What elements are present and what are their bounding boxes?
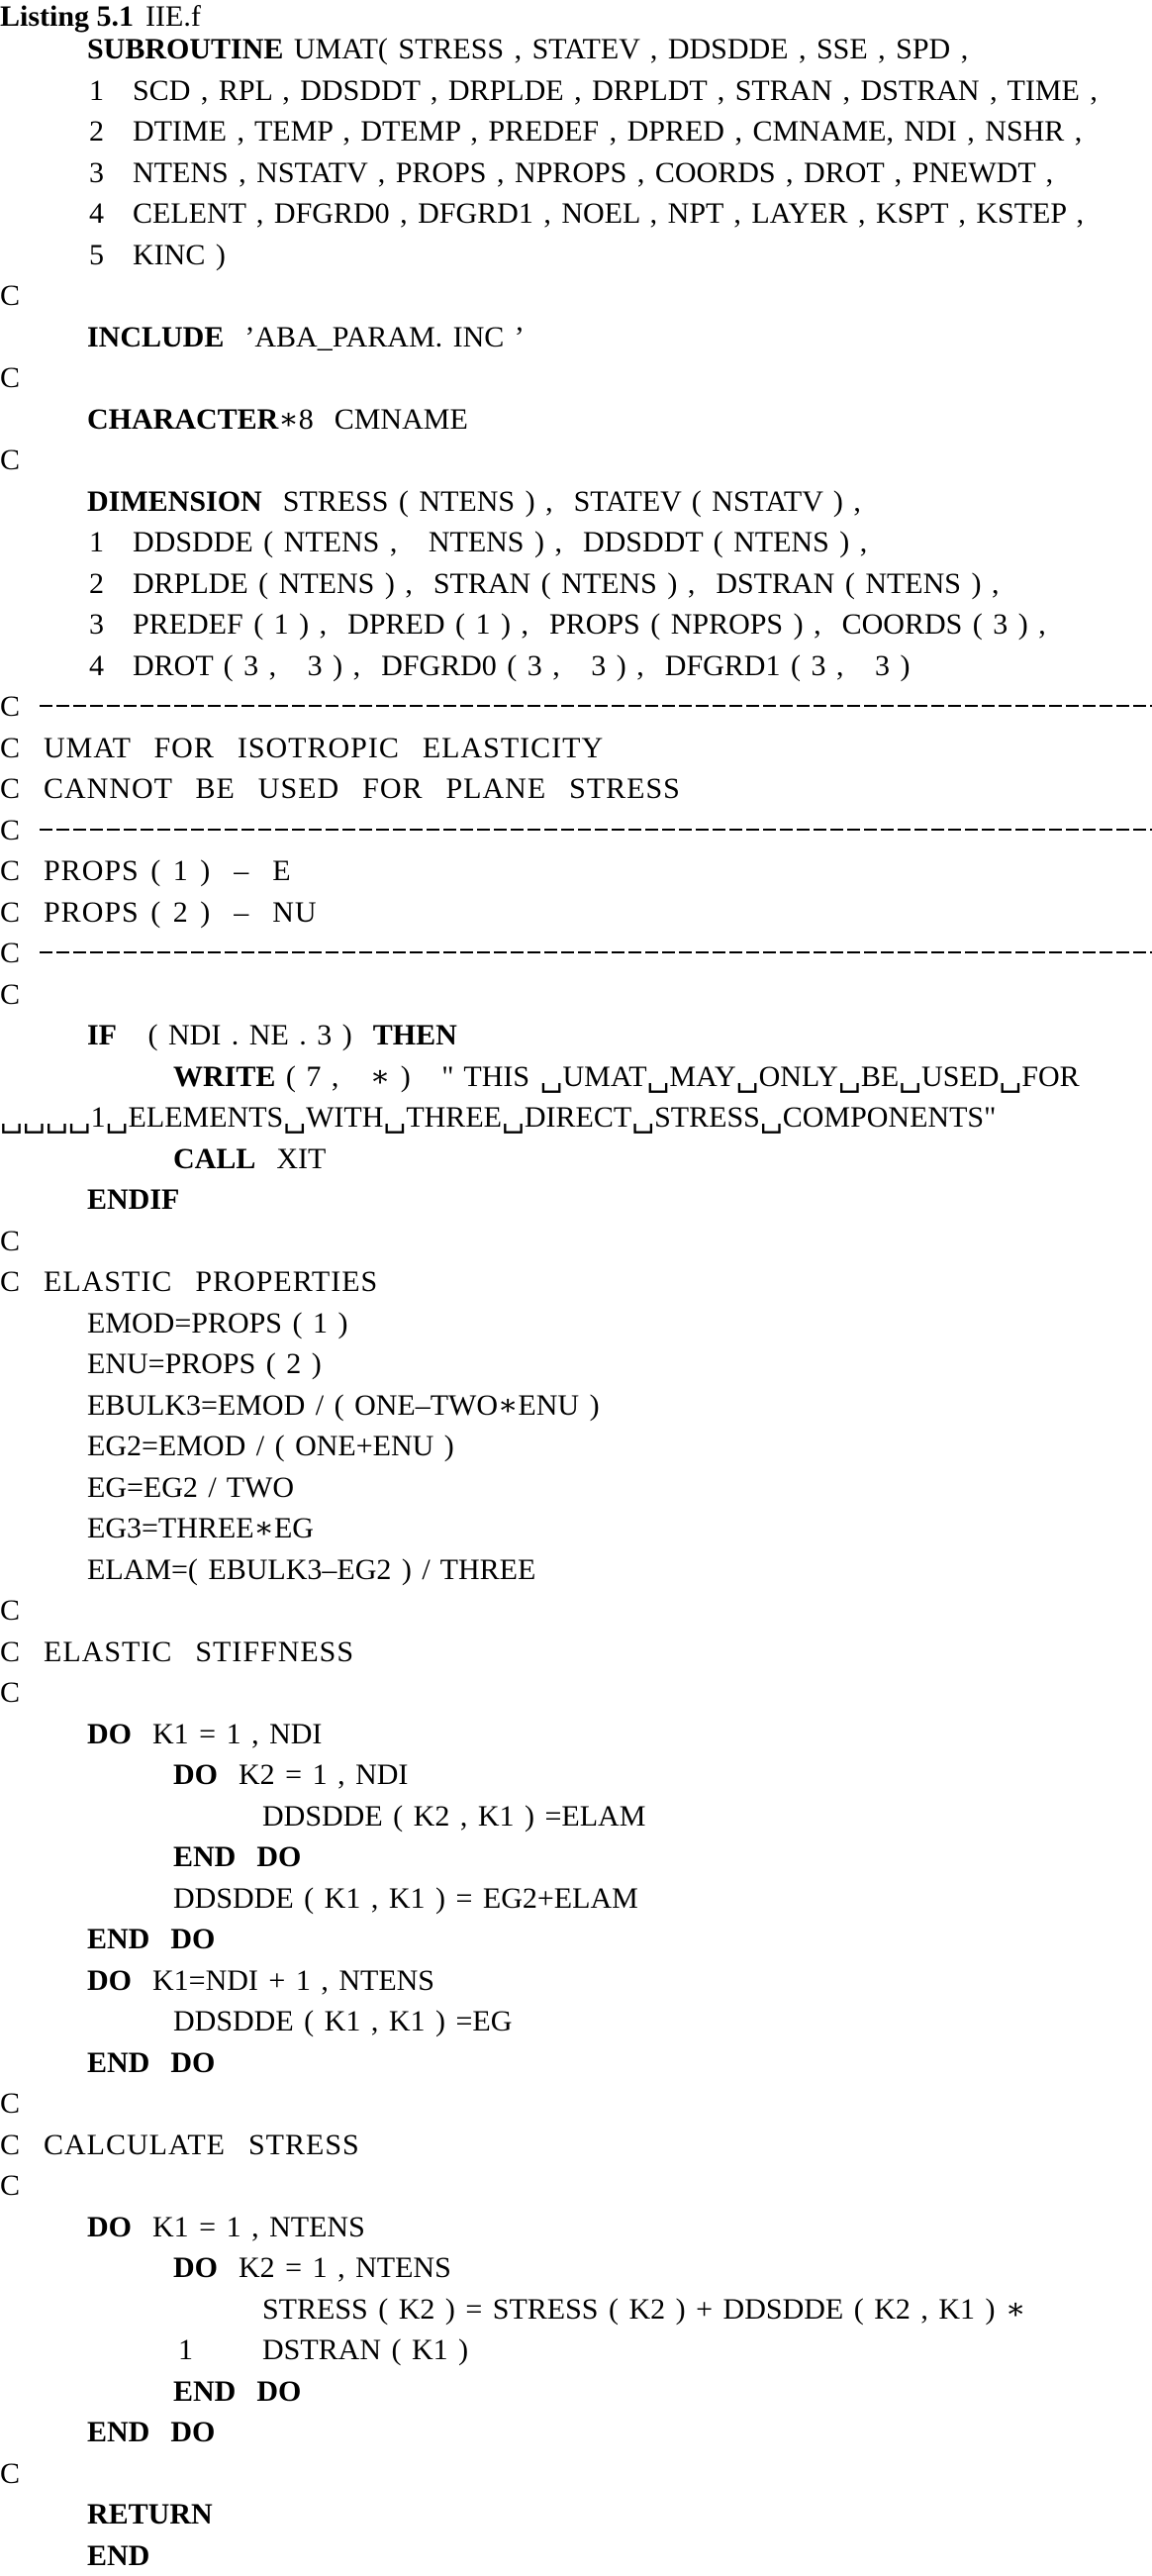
comment-text: UMAT FOR ISOTROPIC ELASTICITY [44, 728, 604, 769]
listing-caption-label: Listing 5.1 [0, 0, 134, 33]
code-line [0, 111, 1152, 152]
code-line [0, 1549, 1152, 1591]
code-text: DDSDDE ( K1 , K1 ) = EG2+ELAM [173, 1882, 638, 1915]
code-line [0, 1385, 1152, 1427]
code-statement [173, 1878, 638, 1920]
code-text: ENU=PROPS ( 2 ) [87, 1347, 322, 1380]
fortran-keyword: END DO [87, 2046, 215, 2079]
code-statement [173, 2371, 301, 2413]
code-statement [87, 1015, 457, 1056]
code-text: EG=EG2 / TWO [87, 1471, 294, 1504]
code-statement [87, 1919, 215, 1960]
comment-marker: C [0, 1672, 20, 1714]
comment-marker: C [0, 933, 20, 974]
code-statement [87, 2042, 215, 2084]
comment-marker: C [0, 892, 20, 934]
fortran-keyword: THEN [373, 1019, 457, 1051]
code-text: STRESS ( K2 ) = STRESS ( K2 ) + DDSDDE ( K2 , K1 ) ∗ [262, 2293, 1025, 2326]
code-statement [87, 317, 525, 358]
comment-marker: C [0, 2083, 20, 2125]
code-statement [87, 2535, 149, 2576]
code-line [0, 1343, 1152, 1385]
code-statement [87, 2207, 365, 2248]
code-line [0, 275, 1152, 317]
code-line [0, 686, 1152, 728]
fortran-keyword: IF [87, 1019, 117, 1051]
code-text: ∗8 CMNAME [278, 403, 467, 436]
code-statement [87, 1960, 434, 2002]
fortran-keyword: SUBROUTINE [87, 33, 283, 65]
code-line [0, 1919, 1152, 1960]
fortran-keyword: DO [87, 1718, 132, 1750]
code-line [0, 1508, 1152, 1549]
code-text: EMOD=PROPS ( 1 ) [87, 1307, 347, 1339]
fortran-keyword: RETURN [87, 2498, 213, 2530]
code-line [0, 481, 1152, 523]
fortran-keyword: ENDIF [87, 1183, 179, 1216]
code-statement [87, 1385, 600, 1427]
code-line [0, 1590, 1152, 1632]
code-text: K2 = 1 , NTENS [218, 2251, 451, 2284]
comment-marker: C [0, 1261, 20, 1303]
code-line [0, 2494, 1152, 2535]
code-statement [173, 1754, 408, 1796]
comment-text: ELASTIC STIFFNESS [44, 1632, 354, 1673]
code-statement [87, 481, 861, 523]
code-text: DDSDDE ( NTENS , NTENS ) , DDSDDT ( NTENS ) , [133, 522, 867, 563]
code-line [0, 70, 1152, 112]
continuation-number: 4 [89, 645, 104, 687]
code-statement [87, 1508, 314, 1549]
code-statement [262, 2289, 1025, 2330]
code-text: PREDEF ( 1 ) , DPRED ( 1 ) , PROPS ( NPROPS ) , COORDS ( 3 ) , [133, 604, 1046, 645]
code-text: K1 = 1 , NTENS [132, 2211, 365, 2243]
code-text: ELAM=( EBULK3–EG2 ) / THREE [87, 1553, 535, 1586]
code-text: ’ABA_PARAM. INC ’ [224, 321, 524, 353]
comment-marker: C [0, 1221, 20, 1262]
comment-marker: C [0, 2125, 20, 2166]
code-text: DDSDDE ( K2 , K1 ) =ELAM [262, 1800, 645, 1833]
code-text: EG3=THREE∗EG [87, 1512, 314, 1544]
comment-marker: C [0, 2165, 20, 2207]
comment-marker: C [0, 1632, 20, 1673]
code-line [0, 1056, 1152, 1098]
continuation-number: 1 [89, 522, 104, 563]
code-line [0, 1714, 1152, 1755]
code-text: STRESS ( NTENS ) , STATEV ( NSTATV ) , [262, 485, 861, 518]
listing-caption-filename: IIE.f [145, 0, 201, 33]
code-line [0, 1097, 1152, 1139]
code-line [0, 1467, 1152, 1509]
code-line [0, 1836, 1152, 1878]
code-statement [173, 1056, 1080, 1098]
fortran-keyword: CHARACTER [87, 403, 278, 436]
code-statement [173, 2001, 512, 2042]
code-line [0, 399, 1152, 441]
continuation-number: 1 [178, 2329, 193, 2371]
fortran-keyword: END DO [173, 2375, 301, 2408]
code-line [0, 933, 1152, 974]
fortran-keyword: WRITE [173, 1060, 275, 1093]
continuation-number: 2 [89, 563, 104, 605]
code-statement [87, 1467, 294, 1509]
code-line [0, 1179, 1152, 1221]
code-statement [173, 2247, 451, 2289]
comment-marker: C [0, 728, 20, 769]
code-line [0, 2247, 1152, 2289]
fortran-keyword: END DO [173, 1840, 301, 1873]
code-text: K1 = 1 , NDI [132, 1718, 322, 1750]
code-text: CELENT , DFGRD0 , DFGRD1 , NOEL , NPT , LAYER , KSPT , KSTEP , [133, 193, 1084, 235]
code-statement [87, 1426, 454, 1467]
code-text: DRPLDE ( NTENS ) , STRAN ( NTENS ) , DSTRAN ( NTENS ) , [133, 563, 999, 605]
continuation-number: 1 [89, 70, 104, 112]
code-line [0, 2329, 1152, 2371]
code-line [0, 522, 1152, 563]
code-line [0, 1426, 1152, 1467]
code-line [0, 1878, 1152, 1920]
code-text: DTIME , TEMP , DTEMP , PREDEF , DPRED , CMNAME, NDI , NSHR , [133, 111, 1082, 152]
code-statement [87, 2412, 215, 2453]
code-line [0, 2165, 1152, 2207]
code-line [0, 2001, 1152, 2042]
code-line [0, 728, 1152, 769]
code-line [0, 850, 1152, 892]
code-line [0, 2207, 1152, 2248]
comment-marker: C [0, 768, 20, 810]
code-statement [87, 1549, 535, 1591]
code-text: EBULK3=EMOD / ( ONE–TWO∗ENU ) [87, 1389, 600, 1422]
fortran-keyword: INCLUDE [87, 321, 224, 353]
code-line [0, 563, 1152, 605]
code-line [0, 1261, 1152, 1303]
code-line [0, 768, 1152, 810]
comment-marker: C [0, 974, 20, 1016]
comment-marker: C [0, 440, 20, 481]
code-line [0, 1015, 1152, 1056]
code-line [0, 357, 1152, 399]
code-text: ( 7 , ∗ ) " THIS ␣UMAT␣MAY␣ONLY␣BE␣USED␣FOR [275, 1060, 1079, 1093]
code-line [0, 1139, 1152, 1180]
code-line [0, 974, 1152, 1016]
code-line [0, 892, 1152, 934]
code-statement [262, 1796, 645, 1837]
code-statement [87, 2494, 213, 2535]
fortran-keyword: DIMENSION [87, 485, 262, 518]
fortran-keyword: END [87, 2539, 149, 2572]
code-statement [87, 1714, 322, 1755]
code-statement [173, 1139, 326, 1180]
continuation-number: 5 [89, 235, 104, 276]
continuation-number: 2 [89, 111, 104, 152]
code-line [0, 152, 1152, 194]
comment-marker: C [0, 850, 20, 892]
code-line [0, 1303, 1152, 1344]
code-line [0, 440, 1152, 481]
fortran-keyword: CALL [173, 1142, 255, 1175]
code-statement [87, 399, 468, 441]
code-text: DROT ( 3 , 3 ) , DFGRD0 ( 3 , 3 ) , DFGRD1 ( 3 , 3 ) [133, 645, 910, 687]
comment-marker: C [0, 686, 20, 728]
fortran-keyword: DO [87, 2211, 132, 2243]
code-text: SCD , RPL , DDSDDT , DRPLDE , DRPLDT , STRAN , DSTRAN , TIME , [133, 70, 1098, 112]
code-line [0, 1221, 1152, 1262]
code-text: K1=NDI + 1 , NTENS [132, 1964, 434, 1997]
code-line [0, 2371, 1152, 2413]
code-statement [87, 29, 968, 70]
code-line [0, 2535, 1152, 2576]
code-line [0, 2083, 1152, 2125]
code-line [0, 235, 1152, 276]
code-text: K2 = 1 , NDI [218, 1758, 408, 1791]
code-listing [0, 29, 1152, 2576]
code-statement [173, 1836, 301, 1878]
code-line [0, 29, 1152, 70]
comment-text: CALCULATE STRESS [44, 2125, 360, 2166]
fortran-keyword: END DO [87, 2416, 215, 2448]
code-text: ␣␣␣␣1␣ELEMENTS␣WITH␣THREE␣DIRECT␣STRESS␣COMPONENTS" [0, 1097, 996, 1139]
code-line [0, 2412, 1152, 2453]
code-line [0, 1960, 1152, 2002]
code-line [0, 1754, 1152, 1796]
code-line [0, 2453, 1152, 2495]
fortran-keyword: DO [87, 1964, 132, 1997]
fortran-keyword: END DO [87, 1923, 215, 1955]
code-line [0, 1632, 1152, 1673]
code-statement [87, 1303, 347, 1344]
code-line [0, 604, 1152, 645]
continuation-number: 3 [89, 604, 104, 645]
fortran-keyword: DO [173, 1758, 218, 1791]
code-statement [87, 1179, 179, 1221]
code-text: DDSDDE ( K1 , K1 ) =EG [173, 2005, 512, 2037]
code-line [0, 317, 1152, 358]
fortran-keyword: DO [173, 2251, 218, 2284]
comment-marker: C [0, 1590, 20, 1632]
comment-marker: C [0, 810, 20, 851]
comment-marker: C [0, 357, 20, 399]
comment-text: CANNOT BE USED FOR PLANE STRESS [44, 768, 681, 810]
code-line [0, 645, 1152, 687]
continuation-number: 3 [89, 152, 104, 194]
code-line [0, 810, 1152, 851]
code-line [0, 2289, 1152, 2330]
code-text: NTENS , NSTATV , PROPS , NPROPS , COORDS , DROT , PNEWDT , [133, 152, 1053, 194]
code-text: XIT [255, 1142, 326, 1175]
code-text: DSTRAN ( K1 ) [262, 2329, 468, 2371]
code-line [0, 1672, 1152, 1714]
code-line [0, 1796, 1152, 1837]
comment-marker: C [0, 275, 20, 317]
comment-text: PROPS ( 2 ) – NU [44, 892, 318, 934]
comment-text: PROPS ( 1 ) – E [44, 850, 292, 892]
comment-text: ELASTIC PROPERTIES [44, 1261, 378, 1303]
code-line [0, 2125, 1152, 2166]
code-line [0, 193, 1152, 235]
code-text: EG2=EMOD / ( ONE+ENU ) [87, 1430, 454, 1462]
code-line [0, 2042, 1152, 2084]
code-text: UMAT( STRESS , STATEV , DDSDDE , SSE , SPD , [283, 33, 968, 65]
code-text: KINC ) [133, 235, 226, 276]
continuation-number: 4 [89, 193, 104, 235]
comment-marker: C [0, 2453, 20, 2495]
code-text: ( NDI . NE . 3 ) [117, 1019, 373, 1051]
code-statement [87, 1343, 322, 1385]
